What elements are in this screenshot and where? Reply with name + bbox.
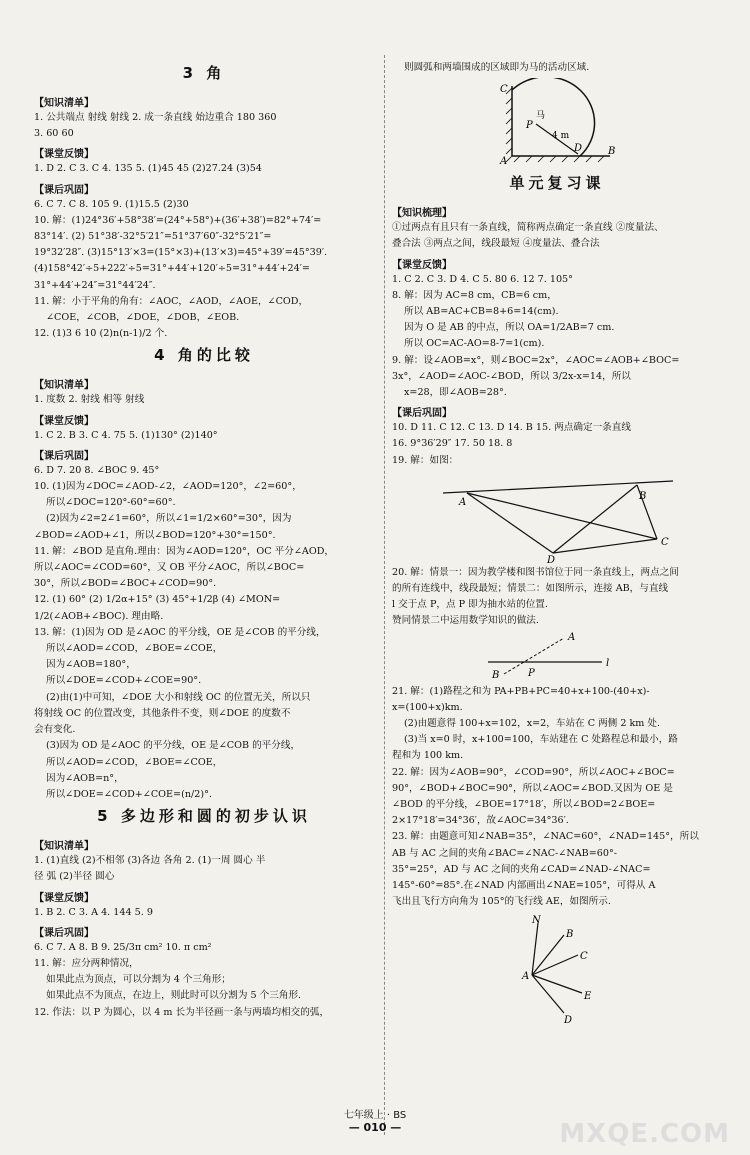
label-E: E <box>584 990 592 1002</box>
answer-line: 10. 解：(1)24°36′+58°38′=(24°+58°)+(36′+38′)=82°+74′= <box>34 214 322 226</box>
answer-line: 19°32′28″. (3)15°13′×3=(15°×3)+(13′×3)=45°+39′=45°39′. <box>34 247 328 259</box>
answer-line: 1. 公共端点 射线 射线 2. 成一条直线 始边重合 180 360 <box>34 112 277 123</box>
answer-line: 会有变化. <box>34 724 76 736</box>
label-B: B <box>492 669 500 681</box>
answer-line: 22. 解：因为∠AOB=90°，∠COD=90°，所以∠AOC+∠BOC= <box>392 766 675 778</box>
answer-line: 6. C 7. C 8. 105 9. (1)15.5 (2)30 <box>34 198 189 210</box>
answer-line: 8. 解：因为 AC=8 cm，CB=6 cm， <box>392 289 557 301</box>
section-title: 3 角 <box>182 64 226 82</box>
answer-line: 12. (1)3 6 10 (2)n(n-1)/2 个. <box>34 328 168 340</box>
label-P: P <box>526 120 533 132</box>
section-title: 4 角的比较 <box>154 346 254 365</box>
answer-line: 径 弧 (2)半径 圆心 <box>34 871 115 883</box>
label-A: A <box>568 631 576 643</box>
answer-line: 11. 解：∠BOD 是直角.理由：因为∠AOD=120°，OC 平分∠AOD， <box>34 545 334 557</box>
answer-line: 1. (1)直线 (2)不相邻 (3)各边 各角 2. (1)一周 圆心 半 <box>34 855 266 867</box>
answer-line: 将射线 OC 的位置改变，其他条件不变，则∠DOE 的度数不 <box>34 707 291 719</box>
answer-line: (4)158°42′÷5+222′÷5=31°+44′+120′÷5=31°+44′+24′= <box>34 263 310 275</box>
label-B: B <box>608 146 616 158</box>
section-tag: 【课堂反馈】 <box>392 259 452 271</box>
answer-line: 145°-60°=85°.在∠NAD 内部画出∠NAE=105°，可得从 A <box>392 880 656 892</box>
answer-line: 所以∠DOE=∠COD+∠COE=90°. <box>46 675 202 687</box>
label-D: D <box>564 1014 573 1025</box>
answer-line: 所以∠AOD=∠COD，∠BOE=∠COE， <box>46 756 223 768</box>
answer-line: 11. 解：小于平角的角有：∠AOC，∠AOD，∠AOE，∠COD， <box>34 295 309 307</box>
label-l: l <box>606 657 610 669</box>
answer-line: (2)由题意得 100+x=102，x=2，车站在 C 两侧 2 km 处. <box>404 718 661 730</box>
section-title: 单元复习课 <box>509 174 605 193</box>
answer-line: (2)由(1)中可知，∠DOE 大小和射线 OC 的位置无关，所以只 <box>46 691 311 703</box>
horse-area-diagram <box>492 78 622 170</box>
answer-line: 9. 解：设∠AOB=x°，则∠BOC=2x°，∠AOC=∠AOB+∠BOC= <box>392 354 680 366</box>
section-tag: 【课后巩固】 <box>34 927 94 939</box>
label-P: P <box>528 667 535 679</box>
answer-line: 的所有连线中，线段最短；情景二：如图所示，连接 AB，与直线 <box>392 583 669 595</box>
answer-line: 3x°，∠AOD=∠AOC-∠BOD，所以 3/2x-x=14，所以 <box>392 370 631 382</box>
answer-line: 20. 解：情景一：因为教学楼和图书馆位于同一条直线上，两点之间 <box>392 566 679 578</box>
q23-diagram <box>502 913 612 1025</box>
answer-line: (2)因为∠2=2∠1=60°，所以∠1=1/2×60°=30°，因为 <box>46 513 292 525</box>
q19-diagram <box>437 471 677 563</box>
label-D: D <box>574 143 583 155</box>
answer-line: 所以∠AOC=∠COD=60°，又 OB 平分∠AOC，所以∠BOC= <box>34 562 305 574</box>
answer-line: ①过两点有且只有一条直线，简称两点确定一条直线 ②度量法、 <box>392 222 664 234</box>
answer-line: 31°+44′+24″=31°44′24″. <box>34 279 156 291</box>
label-N: N <box>532 914 541 926</box>
answer-line: 12. (1) 60° (2) 1/2α+15° (3) 45°+1/2β (4) ∠MON= <box>34 594 281 606</box>
watermark: MXQE.COM <box>559 1119 730 1149</box>
left-column <box>34 60 374 1021</box>
q20-diagram <box>482 632 632 682</box>
column-divider <box>384 55 385 1135</box>
answer-line: 83°14′. (2) 51°38′-32°5′21″=51°37′60″-32°5′21″= <box>34 231 272 243</box>
answer-line: 10. (1)因为∠DOC=∠AOD-∠2，∠AOD=120°，∠2=60°， <box>34 481 302 493</box>
answer-line: 所以∠DOE=∠COD+∠COE=(n/2)°. <box>46 788 212 800</box>
section-tag: 【知识清单】 <box>34 380 94 392</box>
label-C: C <box>580 950 588 962</box>
answer-line: ∠BOD=∠AOD+∠1，所以∠BOD=120°+30°=150°. <box>34 529 276 541</box>
answer-line: 因为 O 是 AB 的中点，所以 OA=1/2AB=7 cm. <box>404 322 615 334</box>
label-C: C <box>661 536 669 548</box>
answer-line: 所以 OC=AC-AO=8-7=1(cm). <box>404 338 545 350</box>
answer-line: 90°，∠BOD+∠BOC=90°，所以∠AOC=∠BOD.又因为 OE 是 <box>392 782 673 794</box>
label-D: D <box>547 554 556 563</box>
section-tag: 【知识清单】 <box>34 841 94 853</box>
answer-line: 16. 9°36′29″ 17. 50 18. 8 <box>392 438 513 450</box>
label-A: A <box>459 496 467 508</box>
answer-line: 30°，所以∠BOD=∠BOC+∠COD=90°. <box>34 578 217 590</box>
answer-line: 1. C 2. C 3. D 4. C 5. 80 6. 12 7. 105° <box>392 273 573 285</box>
answer-line: 因为∠AOB=n°， <box>46 772 124 784</box>
answer-line: 19. 解：如图： <box>392 454 459 466</box>
answer-line: l 交于点 P，点 P 即为抽水站的位置. <box>392 599 548 611</box>
answer-line: 10. D 11. C 12. C 13. D 14. B 15. 两点确定一条直线 <box>392 422 631 434</box>
answer-line: 因为∠AOB=180°， <box>46 659 136 671</box>
section-tag: 【课后巩固】 <box>34 184 94 196</box>
right-column <box>392 60 722 1027</box>
answer-line: (3)因为 OD 是∠AOC 的平分线，OE 是∠COB 的平分线， <box>46 740 301 752</box>
answer-line: 21. 解：(1)路程之和为 PA+PB+PC=40+x+100-(40+x)- <box>392 685 650 697</box>
label-A: A <box>522 970 530 982</box>
answer-line: 1. 度数 2. 射线 相等 射线 <box>34 394 145 406</box>
label-C: C <box>500 84 508 96</box>
answer-line: x=28，即∠AOB=28°. <box>404 387 507 399</box>
page-number: — 010 — <box>348 1121 402 1134</box>
label-horse: 马 <box>536 111 546 122</box>
answer-line: 叠合法 ③两点之间，线段最短 ④度量法、叠合法 <box>392 238 600 250</box>
section-tag: 【课堂反馈】 <box>34 415 94 427</box>
answer-line: 1. D 2. C 3. C 4. 135 5. (1)45 45 (2)27.24 (3)54 <box>34 163 262 175</box>
answer-line: 6. D 7. 20 8. ∠BOC 9. 45° <box>34 464 160 476</box>
answer-line: ∠COE，∠COB，∠DOE，∠DOB，∠EOB. <box>46 312 240 324</box>
grade-label: 七年级上 · BS <box>343 1110 407 1121</box>
section-tag: 【课后巩固】 <box>34 450 94 462</box>
answer-line: 6. C 7. A 8. B 9. 25/3π cm² 10. π cm² <box>34 941 212 953</box>
label-A: A <box>500 156 508 168</box>
answer-line: ∠BOD 的平分线，∠BOE=17°18′，所以∠BOD=2∠BOE= <box>392 799 656 811</box>
label-length: 4 m <box>552 131 570 142</box>
label-B: B <box>566 928 574 940</box>
answer-line: 35°=25°，AD 与 AC 之间的夹角∠CAD=∠NAD-∠NAC= <box>392 863 651 875</box>
answer-line: 1/2(∠AOB+∠BOC). 理由略. <box>34 610 164 622</box>
answer-line: 所以∠DOC=120°-60°=60°. <box>46 497 176 509</box>
section-tag: 【知识清单】 <box>34 98 94 109</box>
answer-line: 1. B 2. C 3. A 4. 144 5. 9 <box>34 906 153 918</box>
answer-line: 3. 60 60 <box>34 128 74 140</box>
section-tag: 【课后巩固】 <box>392 408 452 420</box>
answer-line: 则圆弧和两墙围成的区域即为马的活动区域. <box>404 62 590 73</box>
answer-line: 如果此点不为顶点，在边上，则此时可以分割为 5 个三角形. <box>46 990 302 1002</box>
answer-line: 飞出且飞行方向角为 105°的飞行线 AE，如图所示. <box>392 896 611 908</box>
section-tag: 【课堂反馈】 <box>34 149 94 161</box>
label-B: B <box>639 490 647 502</box>
section-tag: 【知识梳理】 <box>392 208 452 220</box>
answer-line: AB 与 AC 之间的夹角∠BAC=∠NAC-∠NAB=60°- <box>392 847 617 859</box>
answer-line: 所以∠AOD=∠COD，∠BOE=∠COE， <box>46 643 223 655</box>
section-tag: 【课堂反馈】 <box>34 892 94 904</box>
answer-line: 11. 解：应分两种情况， <box>34 957 139 969</box>
section-title: 5 多边形和圆的初步认识 <box>97 807 311 826</box>
answer-line: 如果此点为顶点，可以分割为 4 个三角形； <box>46 974 231 986</box>
answer-line: 23. 解：由题意可知∠NAB=35°，∠NAC=60°，∠NAD=145°，所以 <box>392 831 699 843</box>
answer-line: 13. 解：(1)因为 OD 是∠AOC 的平分线，OE 是∠COB 的平分线， <box>34 626 326 638</box>
answer-line: 2×17°18′=34°36′，故∠AOC=34°36′. <box>392 815 569 827</box>
answer-line: 12. 作法：以 P 为圆心，以 4 m 长为半径画一条与两墙均相交的弧， <box>34 1006 330 1018</box>
answer-line: (3)当 x=0 时，x+100=100，车站建在 C 处路程总和最小，路 <box>404 734 678 746</box>
arc <box>512 78 595 156</box>
answer-line: 赞同情景二中运用数学知识的做法. <box>392 615 539 627</box>
answer-line: 程和为 100 km. <box>392 750 464 762</box>
answer-line: 1. C 2. B 3. C 4. 75 5. (1)130° (2)140° <box>34 429 218 441</box>
answer-line: 所以 AB=AC+CB=8+6=14(cm). <box>404 306 559 318</box>
answer-line: x=(100+x)km. <box>392 701 463 713</box>
